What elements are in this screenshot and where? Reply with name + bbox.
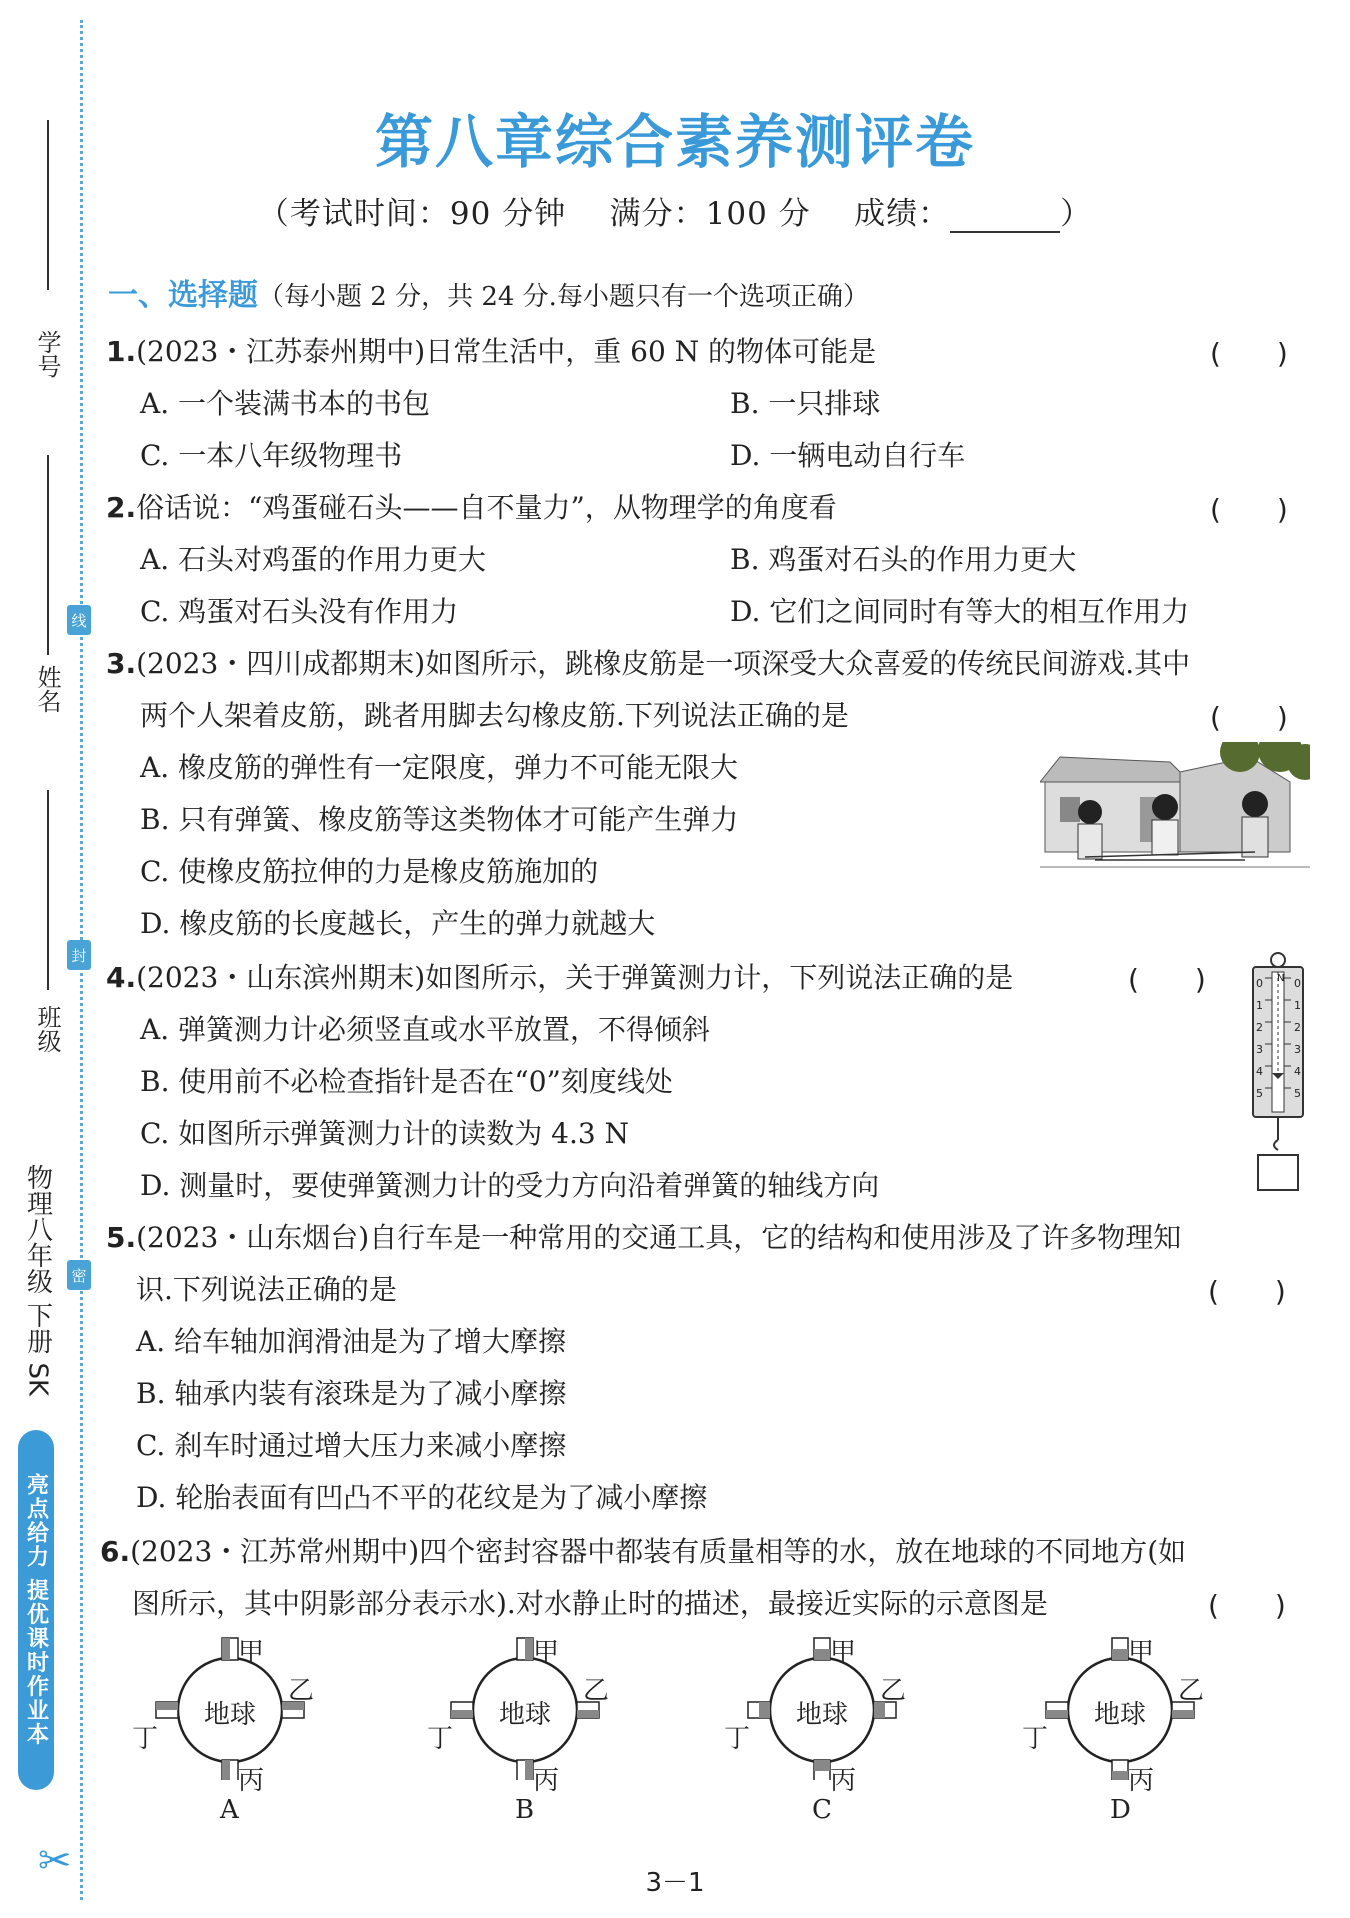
earth-figure[interactable] (722, 1630, 922, 1830)
container-label-top: 甲 (830, 1638, 857, 1668)
option-4b[interactable]: B. 使用前不必检查指针是否在“0”刻度线处 (140, 1065, 673, 1098)
score-label: 成绩： (854, 196, 951, 232)
scale-right-ticks (1294, 973, 1301, 1105)
option-3a[interactable]: A. 橡皮筋的弹性有一定限度，弹力不可能无限大 (140, 751, 739, 784)
question-text: (2023・四川成都期末)如图所示，跳橡皮筋是一项深受大众喜爱的传统民间游戏.其中 (136, 647, 1191, 680)
option-4d[interactable]: D. 测量时，要使弹簧测力计的受力方向沿着弹簧的轴线方向 (140, 1169, 880, 1202)
earth-figure[interactable] (1020, 1630, 1220, 1830)
class-label: 班级 (33, 1005, 61, 1053)
earth-figure[interactable] (425, 1630, 625, 1830)
exam-time: （考试时间：90 分钟 (257, 196, 567, 232)
full-score: 满分：100 分 (609, 196, 811, 232)
option-1a[interactable]: A. 一个装满书本的书包 (140, 387, 431, 420)
figure-option-label: B (515, 1795, 535, 1825)
scale-tick: 4 (1256, 1065, 1263, 1078)
page-title: 第八章综合素养测评卷 (374, 108, 975, 176)
answer-paren-5[interactable]: ( ) (1208, 1275, 1286, 1308)
answer-paren-3[interactable]: ( ) (1210, 701, 1288, 734)
answer-paren-4[interactable]: ( ) (1128, 963, 1206, 996)
book-band: 亮点给力 提优课时作业本 (18, 1430, 54, 1790)
option-1b[interactable]: B. 一只排球 (730, 387, 881, 420)
question-text: 俗话说：“鸡蛋碰石头——自不量力”，从物理学的角度看 (136, 491, 837, 524)
container-label-left: 丁 (1022, 1724, 1049, 1754)
earth-label: 地球 (204, 1700, 257, 1730)
earth-label: 地球 (796, 1700, 849, 1730)
scale-tick: 5 (1294, 1087, 1301, 1100)
figure-option-label: A (220, 1795, 239, 1825)
option-5d[interactable]: D. 轮胎表面有凹凸不平的花纹是为了减小摩擦 (136, 1481, 708, 1514)
question-1 (106, 330, 876, 370)
scale-tick: 0 (1294, 977, 1301, 990)
container-label-left: 丁 (724, 1724, 751, 1754)
option-5b[interactable]: B. 轴承内装有滚珠是为了减小摩擦 (136, 1377, 567, 1410)
question-3-line2: 两个人架着皮筋，跳者用脚去勾橡皮筋.下列说法正确的是 (140, 699, 849, 732)
option-1d[interactable]: D. 一辆电动自行车 (730, 439, 966, 472)
container-label-top: 甲 (238, 1638, 265, 1668)
scale-tick: 0 (1256, 977, 1263, 990)
scale-tick: 3 (1256, 1043, 1263, 1056)
scale-left-ticks (1256, 973, 1263, 1105)
option-4a[interactable]: A. 弹簧测力计必须竖直或水平放置，不得倾斜 (140, 1013, 711, 1046)
answer-paren-2[interactable]: ( ) (1210, 493, 1288, 526)
container-label-bottom: 丙 (238, 1766, 265, 1796)
scale-unit: N (1277, 973, 1285, 984)
student-id-label: 学号 (33, 330, 61, 378)
option-2d[interactable]: D. 它们之间同时有等大的相互作用力 (730, 595, 1190, 628)
question-6-line2: 图所示，其中阴影部分表示水).对水静止时的描述，最接近实际的示意图是 (132, 1587, 1048, 1620)
container-label-top: 甲 (1128, 1638, 1155, 1668)
figure-option-label: C (812, 1795, 832, 1825)
book-info: 物理八年级 下册 SK (22, 1163, 53, 1397)
container-label-right: 乙 (288, 1676, 315, 1706)
section-note: （每小题 2 分，共 24 分.每小题只有一个选项正确） (258, 282, 869, 312)
earth-label: 地球 (1094, 1700, 1147, 1730)
cut-mark: 密 (67, 1260, 91, 1290)
close-paren: ） (1060, 196, 1093, 232)
scale-tick: 2 (1294, 1021, 1301, 1034)
option-2c[interactable]: C. 鸡蛋对石头没有作用力 (140, 595, 459, 628)
figure-option-label: D (1110, 1795, 1131, 1825)
question-number: 1. (106, 335, 137, 368)
question-text: (2023・山东烟台)自行车是一种常用的交通工具，它的结构和使用涉及了许多物理知 (136, 1221, 1182, 1254)
question-number: 2. (106, 491, 137, 524)
container-label-left: 丁 (427, 1724, 454, 1754)
section-heading (108, 270, 869, 314)
name-line (47, 455, 49, 655)
option-2a[interactable]: A. 石头对鸡蛋的作用力更大 (140, 543, 487, 576)
container-label-bottom: 丙 (533, 1766, 560, 1796)
question-text: (2023・江苏常州期中)四个密封容器中都装有质量相等的水，放在地球的不同地方(如 (130, 1535, 1187, 1568)
option-2b[interactable]: B. 鸡蛋对石头的作用力更大 (730, 543, 1077, 576)
container-label-right: 乙 (880, 1676, 907, 1706)
container-label-left: 丁 (132, 1724, 159, 1754)
exam-info (0, 188, 1350, 233)
question-5 (106, 1216, 1181, 1256)
question-number: 5. (106, 1221, 137, 1254)
name-label: 姓名 (33, 665, 61, 713)
scale-tick: 4 (1294, 1065, 1301, 1078)
rubber-band-illustration (1040, 742, 1310, 892)
question-5-line2: 识.下列说法正确的是 (136, 1273, 397, 1306)
option-1c[interactable]: C. 一本八年级物理书 (140, 439, 403, 472)
question-number: 6. (100, 1535, 131, 1568)
scale-tick: 1 (1256, 999, 1263, 1012)
question-4 (106, 956, 1013, 996)
option-5c[interactable]: C. 刹车时通过增大压力来减小摩擦 (136, 1429, 567, 1462)
section-title: 一、选择题 (108, 278, 258, 313)
score-blank[interactable] (950, 203, 1060, 233)
scale-tick: 3 (1294, 1043, 1301, 1056)
container-label-right: 乙 (583, 1676, 610, 1706)
question-text: (2023・山东滨州期末)如图所示，关于弹簧测力计，下列说法正确的是 (136, 961, 1014, 994)
question-2 (106, 486, 837, 526)
question-3 (106, 642, 1190, 682)
scissors-icon: ✂ (38, 1838, 72, 1884)
container-label-top: 甲 (533, 1638, 560, 1668)
question-6 (100, 1530, 1186, 1570)
answer-paren-6[interactable]: ( ) (1208, 1589, 1286, 1622)
option-5a[interactable]: A. 给车轴加润滑油是为了增大摩擦 (136, 1325, 567, 1358)
option-3c[interactable]: C. 使橡皮筋拉伸的力是橡皮筋施加的 (140, 855, 599, 888)
seal-mark: 封 (67, 940, 91, 970)
answer-paren-1[interactable]: ( ) (1210, 337, 1288, 370)
option-4c[interactable]: C. 如图所示弹簧测力计的读数为 4.3 N (140, 1117, 630, 1150)
container-label-right: 乙 (1178, 1676, 1205, 1706)
line-mark: 线 (67, 605, 91, 635)
question-text: (2023・江苏泰州期中)日常生活中，重 60 N 的物体可能是 (136, 335, 877, 368)
scale-tick: 5 (1256, 1087, 1263, 1100)
question-number: 4. (106, 961, 137, 994)
option-3b[interactable]: B. 只有弹簧、橡皮筋等这类物体才可能产生弹力 (140, 803, 739, 836)
scale-tick: 2 (1256, 1021, 1263, 1034)
question-number: 3. (106, 647, 137, 680)
scale-tick: 1 (1294, 999, 1301, 1012)
page-number: 3－1 (645, 1868, 705, 1898)
container-label-bottom: 丙 (1128, 1766, 1155, 1796)
class-line (47, 790, 49, 990)
container-label-bottom: 丙 (830, 1766, 857, 1796)
earth-figure[interactable] (130, 1630, 330, 1830)
earth-label: 地球 (499, 1700, 552, 1730)
option-3d[interactable]: D. 橡皮筋的长度越长，产生的弹力就越大 (140, 907, 656, 940)
